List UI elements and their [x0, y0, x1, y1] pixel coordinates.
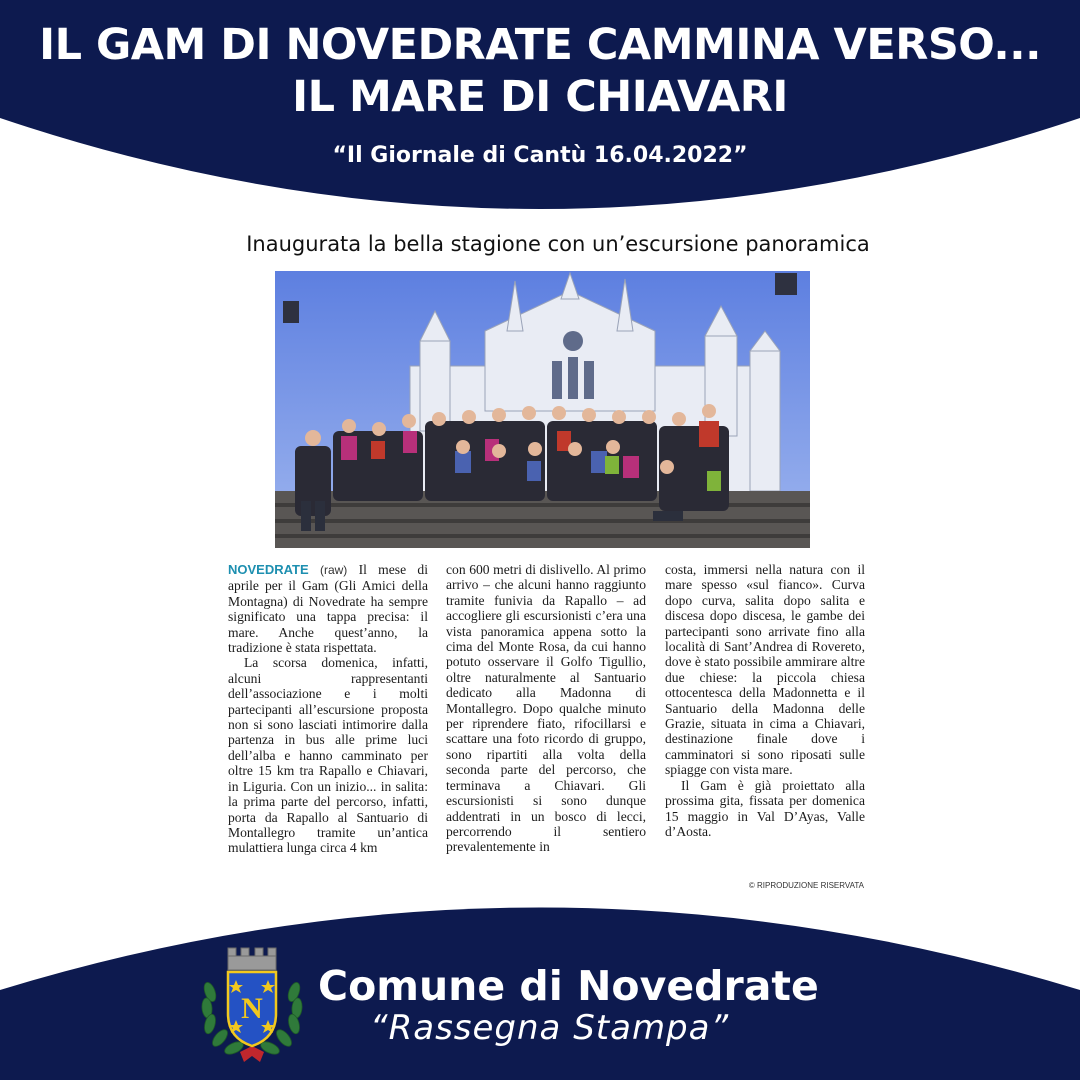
article-paragraph: con 600 metri di dislivello. Al primo arrivo – che alcuni hanno raggiunto tramite funivia da Rapallo – ad accogliere gli escursionisti c’era una vista panoramica appena sotto la cima del Monte Rosa, da cui hanno potuto osservare il Golfo Tigullio, oltre naturalmente al Santuario dedicato alla Madonna di Montallegro. Dopo qualche minuto per riprendere fiato, rifocillarsi e scattare una foto ricordo di gruppo, sono ripartiti alla volta della seconda parte del percorso, che terminava a Chiavari. Gli escursionisti si sono dunque addentrati in un bosco di lecci, percorrendo il sentiero prevalentemente in [446, 562, 646, 855]
article-paragraph: La scorsa domenica, infatti, alcuni rappresentanti dell’associazione e i molti partecipanti all’escursione proposta non si sono lasciati intimorire dalla partenza in bus alle prime luci dell’alba e hanno camminato per oltre 15 km tra Rapallo e Chiavari, in Liguria. Con un inizio... in salita: la prima parte del percorso, infatti, porta da Rapallo al Santuario di Montallegro tramite un’antica mulattiera lunga circa 4 km [228, 655, 428, 856]
article-byline: (raw) [319, 563, 348, 577]
article-column-2 [446, 562, 646, 855]
page-title-line-1: IL GAM DI NOVEDRATE CAMMINA VERSO... [39, 20, 1041, 70]
copyright-notice: © RIPRODUZIONE RISERVATA [748, 881, 864, 890]
article-body [228, 562, 864, 892]
municipal-crest-icon [198, 942, 306, 1064]
newspaper-source: “Il Giornale di Cantù 16.04.2022” [332, 143, 748, 168]
article-column-1 [228, 562, 428, 856]
article-paragraph: costa, immersi nella natura con il mare spesso «sul fianco». Curva dopo curva, salita dopo salita e discesa dopo discesa, le gambe dei partecipanti sono arrivate fino alla località di Sant’Andrea di Rovereto, dove è stato possibile ammirare altre due chiese: la piccola chiesa ottocentesca della Madonnetta e il Santuario della Madonna delle Grazie, situata in cima a Chiavari, destinazione finale dove i camminatori si sono riposati sulle spiagge con vista mare. [665, 562, 865, 778]
article-paragraph: Il Gam è già proiettato alla prossima gita, fissata per domenica 15 maggio in Val D’Ayas, Valle d’Aosta. [665, 777, 865, 839]
organization-name: Comune di Novedrate [318, 962, 819, 1010]
group-photo [275, 271, 810, 548]
article-paragraph: Il mese di aprile per il Gam (Gli Amici della Montagna) di Novedrate ha sempre significato una tappa precisa: il mare. Anche quest’anno, la tradizione è stata rispettata. [228, 562, 428, 656]
footer-tagline: “Rassegna Stampa” [370, 1008, 730, 1048]
article-column-3 [665, 562, 865, 839]
article-headline: Inaugurata la bella stagione con un’escursione panoramica [246, 232, 870, 256]
crest-letter: N [241, 992, 263, 1025]
article-kicker: NOVEDRATE [228, 562, 309, 577]
page-title-line-2: IL MARE DI CHIAVARI [292, 72, 788, 122]
